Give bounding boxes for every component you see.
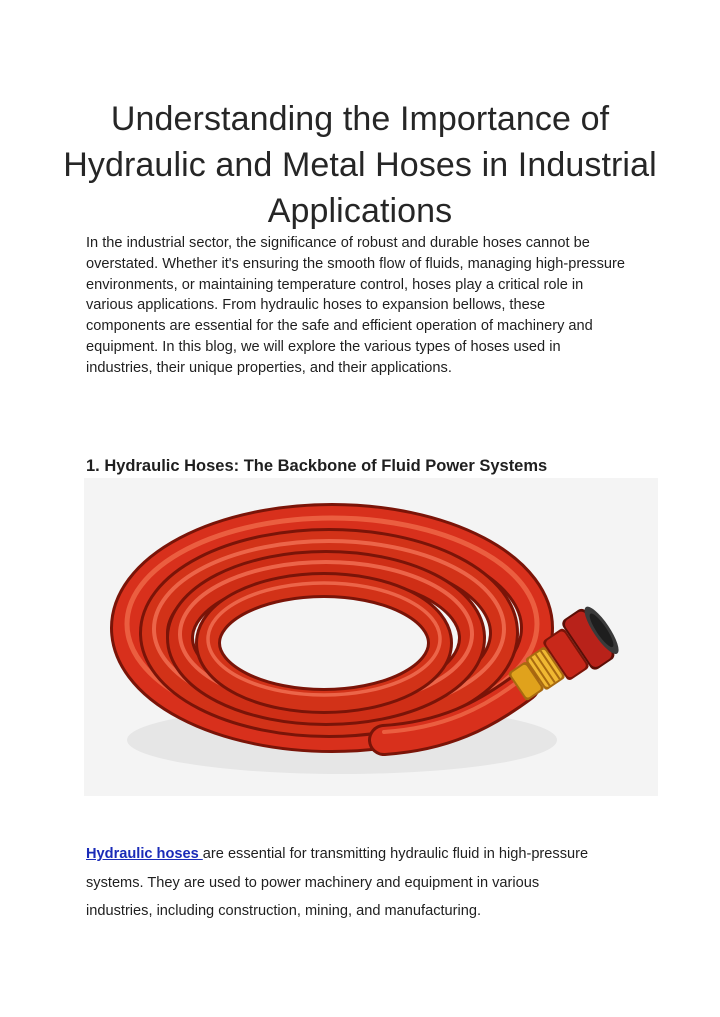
hydraulic-hose-image [84,478,658,796]
page-title: Understanding the Importance of Hydraulic and Metal Hoses in Industrial Applications [63,100,657,230]
intro-paragraph: In the industrial sector, the significance of robust and durable hoses cannot be overstated. Whether it's ensuring the smooth flow of fluids, managing high-pressure environments, or maintaining temperature control, hoses play a critical role in various applications. From hydraulic hoses to expansion bellows, these components are essential for the safe and efficient operation of machinery and equipment. In this blog, we will explore the various types of hoses used in industries, their unique properties, and their applications. [86,235,625,376]
coiled-hose-icon [84,478,658,796]
section-heading-hydraulic-hoses: 1. Hydraulic Hoses: The Backbone of Fluid Power Systems [86,457,548,475]
hydraulic-hoses-paragraph [86,840,606,926]
hydraulic-hoses-link[interactable]: Hydraulic hoses [86,846,203,862]
hydraulic-hoses-paragraph-text: are essential for transmitting hydraulic fluid in high-pressure systems. They are used to power machinery and equipment in various industries, including construction, mining, and manufacturing. [86,846,589,919]
